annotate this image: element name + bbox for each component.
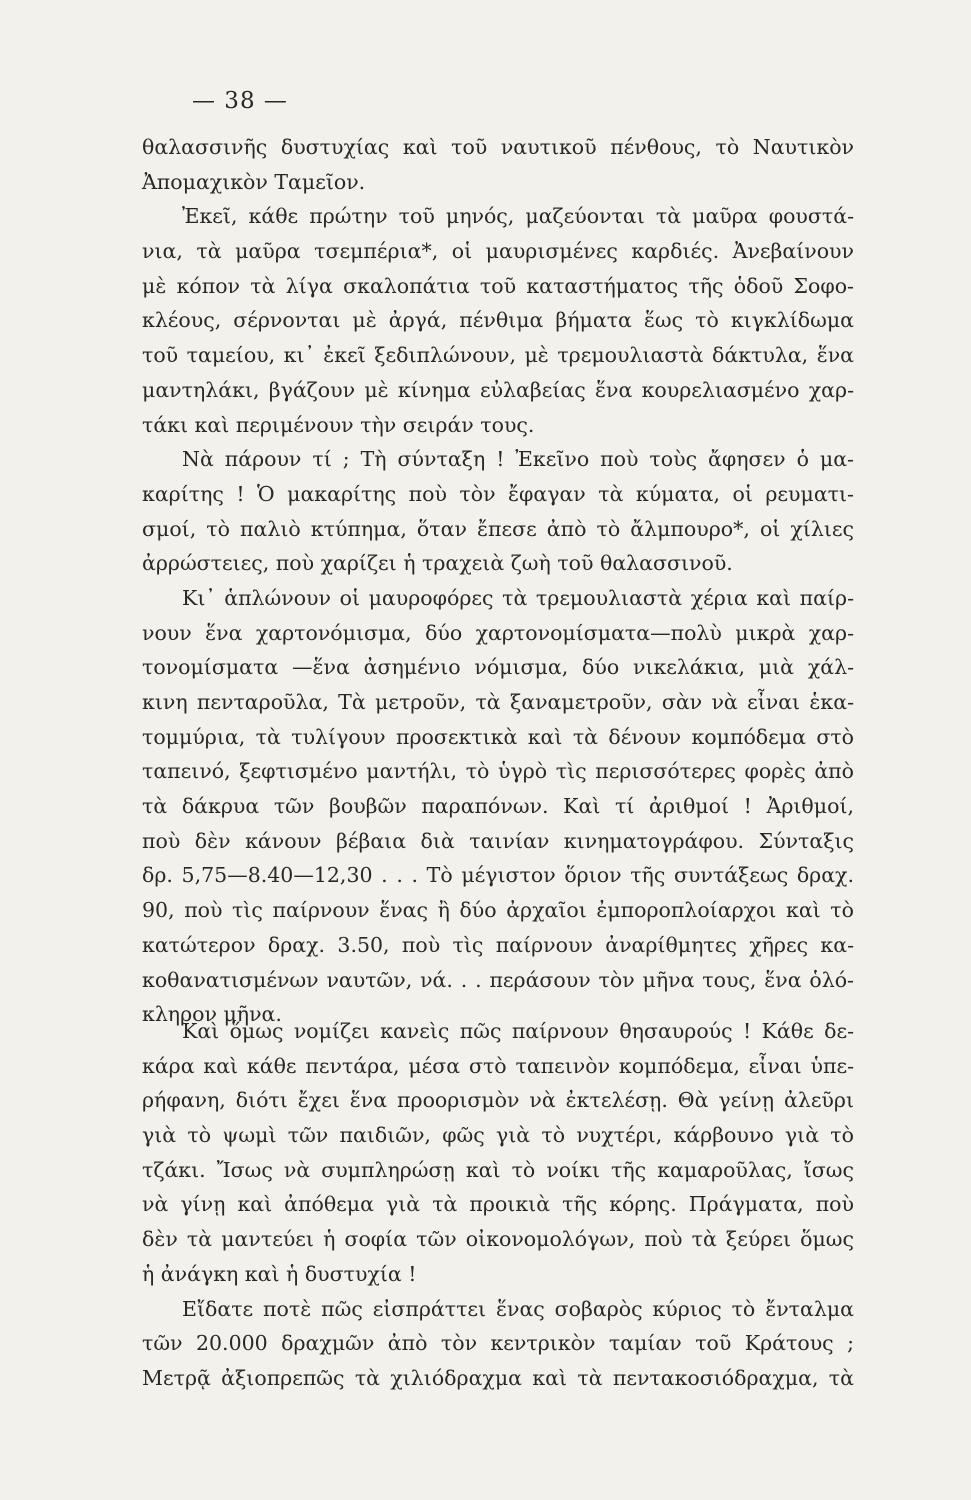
- text-line: Εἴδατε ποτὲ πῶς εἰσπράττει ἕνας σοβαρὸς κύριος τὸ ἔνταλμα: [182, 1296, 854, 1321]
- text-line: κινη πενταροῦλα, Τὰ μετροῦν, τὰ ξαναμετροῦν, σὰν νὰ εἶναι ἑκα-: [142, 690, 854, 714]
- text-line: τῶν 20.000 δραχμῶν ἀπὸ τὸν κεντρικὸν ταμίαν τοῦ Κράτους ;: [142, 1331, 854, 1356]
- text-line: ταπεινό, ξεφτισμένο μαντήλι, τὸ ὑγρὸ τὶς περισσότερες φορὲς ἀπὸ: [142, 759, 854, 784]
- text-block-main: [142, 130, 854, 1032]
- text-line: 90, ποὺ τὶς παίρνουν ἕνας ἢ δύο ἀρχαῖοι ἐμποροπλοίαρχοι καὶ τὸ: [142, 898, 854, 923]
- text-line: θαλασσινῆς δυστυχίας καὶ τοῦ ναυτικοῦ πένθους, τὸ Ναυτικὸν: [142, 135, 854, 159]
- text-line: Κι᾽ ἁπλώνουν οἱ μαυροφόρες τὰ τρεμουλιαστὰ χέρια καὶ παίρ-: [182, 585, 854, 610]
- text-line: σμοί, τὸ παλιὸ κτύπημα, ὅταν ἔπεσε ἀπὸ τὸ ἄλμπουρο*, οἱ χίλιες: [142, 516, 854, 541]
- text-line: τονομίσματα —ἕνα ἀσημένιο νόμισμα, δύο νικελάκια, μιὰ χάλ-: [142, 655, 854, 680]
- text-line: ἡ ἀνάγκη καὶ ἡ δυστυχία !: [142, 1261, 417, 1286]
- text-line: ποὺ δὲν κάνουν βέβαια διὰ ταινίαν κινηματογράφου. Σύνταξις: [142, 828, 854, 853]
- text-line: μαντηλάκι, βγάζουν μὲ κίνημα εὐλαβείας ἕνα κουρελιασμένο χαρ-: [142, 377, 854, 402]
- text-line: μὲ κόπον τὰ λίγα σκαλοπάτια τοῦ καταστήματος τῆς ὁδοῦ Σοφο-: [142, 273, 854, 298]
- page-number: — 38 —: [192, 88, 288, 114]
- text-line: τζάκι. Ἴσως νὰ συμπληρώσῃ καὶ τὸ νοίκι τῆς καμαροῦλας, ἴσως: [142, 1157, 854, 1182]
- text-line: κάρα καὶ κάθε πεντάρα, μέσα στὸ ταπεινὸν κομπόδεμα, εἶναι ὑπε-: [142, 1053, 854, 1078]
- text-line: ρήφανη, διότι ἔχει ἕνα προορισμὸν νὰ ἐκτελέσῃ. Θὰ γείνῃ ἀλεῦρι: [142, 1088, 854, 1113]
- text-line: Ἐκεῖ, κάθε πρώτην τοῦ μηνός, μαζεύονται τὰ μαῦρα φουστά-: [182, 204, 854, 229]
- text-line: δὲν τὰ μαντεύει ἡ σοφία τῶν οἰκονομολόγων, ποὺ τὰ ξεύρει ὅμως: [142, 1227, 854, 1252]
- text-line: Νὰ πάρουν τί ; Τὴ σύνταξη ! Ἐκεῖνο ποὺ τοὺς ἄφησεν ὁ μα-: [182, 447, 854, 472]
- text-line: κατώτερον δραχ. 3.50, ποὺ τὶς παίρνουν ἀναρίθμητες χῆρες κα-: [142, 932, 854, 957]
- text-line: γιὰ τὸ ψωμὶ τῶν παιδιῶν, φῶς γιὰ τὸ νυχτέρι, κάρβουνο γιὰ τὸ: [142, 1123, 854, 1148]
- text-line: νουν ἕνα χαρτονόμισμα, δύο χαρτονομίσματα—πολὺ μικρὰ χαρ-: [142, 620, 854, 645]
- text-line: ἀρρώστειες, ποὺ χαρίζει ἡ τραχειὰ ζωὴ τοῦ θαλασσινοῦ.: [142, 551, 733, 576]
- text-line: Μετρᾷ ἀξιοπρεπῶς τὰ χιλιόδραχμα καὶ τὰ πεντακοσιόδραχμα, τὰ: [142, 1365, 854, 1390]
- text-line: καρίτης ! Ὁ μακαρίτης ποὺ τὸν ἔφαγαν τὰ κύματα, οἱ ρευματι-: [142, 481, 854, 506]
- text-line: Καὶ ὅμως νομίζει κανεὶς πῶς παίρνουν θησαυρούς ! Κάθε δε-: [182, 1019, 854, 1043]
- text-line: νὰ γίνῃ καὶ ἀπόθεμα γιὰ τὰ προικιὰ τῆς κόρης. Πράγματα, ποὺ: [142, 1192, 854, 1217]
- text-line: δρ. 5,75—8.40—12,30 . . . Τὸ μέγιστον ὅριον τῆς συντάξεως δραχ.: [142, 863, 854, 888]
- text-line: κλέους, σέρνονται μὲ ἀργά, πένθιμα βήματα ἕως τὸ κιγκλίδωμα: [142, 308, 854, 333]
- text-line: κληρον μῆνα.: [142, 1002, 282, 1027]
- text-line: τὰ δάκρυα τῶν βουβῶν παραπόνων. Καὶ τί ἀριθμοί ! Ἀριθμοί,: [142, 794, 854, 819]
- text-line: τοῦ ταμείου, κι᾽ ἐκεῖ ξεδιπλώνουν, μὲ τρεμουλιαστὰ δάκτυλα, ἕνα: [142, 343, 854, 368]
- text-line: νια, τὰ μαῦρα τσεμπέρια*, οἱ μαυρισμένες καρδιές. Ἀνεβαίνουν: [142, 239, 854, 264]
- text-line: τομμύρια, τὰ τυλίγουν προσεκτικὰ καὶ τὰ δένουν κομπόδεμα στὸ: [142, 724, 854, 749]
- text-block-second: [142, 1014, 854, 1396]
- text-line: τάκι καὶ περιμένουν τὴν σειράν τους.: [142, 412, 535, 437]
- text-line: Ἀπομαχικὸν Ταμεῖον.: [142, 169, 366, 194]
- text-line: κοθανατισμένων ναυτῶν, νά. . . περάσουν τὸν μῆνα τους, ἕνα ὁλό-: [142, 967, 854, 992]
